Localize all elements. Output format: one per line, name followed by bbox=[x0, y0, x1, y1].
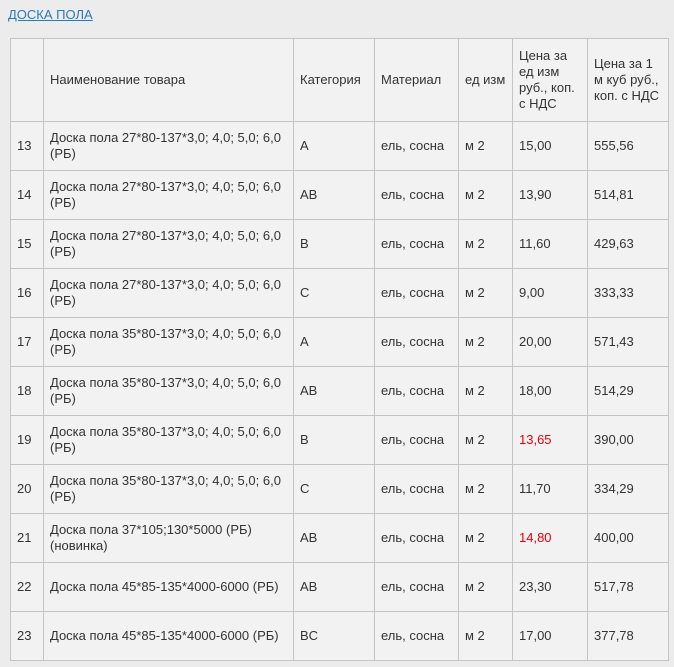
cell-category: A bbox=[294, 122, 375, 171]
cell-material: ель, сосна bbox=[375, 612, 459, 661]
cell-unit: м 2 bbox=[459, 122, 513, 171]
header-number bbox=[11, 39, 44, 122]
cell-product-name: Доска пола 27*80-137*3,0; 4,0; 5,0; 6,0 (РБ) bbox=[44, 220, 294, 269]
cell-price-m3: 390,00 bbox=[588, 416, 669, 465]
table-row bbox=[11, 269, 669, 318]
cell-material: ель, сосна bbox=[375, 367, 459, 416]
price-table-body bbox=[11, 122, 669, 661]
cell-price-m3: 333,33 bbox=[588, 269, 669, 318]
cell-price-unit: 23,30 bbox=[513, 563, 588, 612]
table-row bbox=[11, 122, 669, 171]
cell-price-unit: 13,65 bbox=[513, 416, 588, 465]
cell-price-unit: 15,00 bbox=[513, 122, 588, 171]
cell-price-unit: 17,00 bbox=[513, 612, 588, 661]
cell-price-unit: 11,70 bbox=[513, 465, 588, 514]
header-unit: ед изм bbox=[459, 39, 513, 122]
cell-material: ель, сосна bbox=[375, 122, 459, 171]
cell-price-m3: 555,56 bbox=[588, 122, 669, 171]
cell-number: 13 bbox=[11, 122, 44, 171]
cell-material: ель, сосна bbox=[375, 563, 459, 612]
cell-category: B bbox=[294, 416, 375, 465]
cell-price-unit: 14,80 bbox=[513, 514, 588, 563]
cell-category: AB bbox=[294, 563, 375, 612]
table-row bbox=[11, 318, 669, 367]
header-price-unit: Цена за ед изм руб., коп. с НДС bbox=[513, 39, 588, 122]
cell-material: ель, сосна bbox=[375, 220, 459, 269]
price-table-header bbox=[11, 39, 669, 122]
cell-unit: м 2 bbox=[459, 269, 513, 318]
price-table bbox=[10, 38, 669, 661]
cell-category: BC bbox=[294, 612, 375, 661]
cell-material: ель, сосна bbox=[375, 416, 459, 465]
cell-number: 21 bbox=[11, 514, 44, 563]
cell-product-name: Доска пола 35*80-137*3,0; 4,0; 5,0; 6,0 (РБ) bbox=[44, 416, 294, 465]
table-row bbox=[11, 367, 669, 416]
cell-category: AB bbox=[294, 171, 375, 220]
cell-unit: м 2 bbox=[459, 171, 513, 220]
table-row bbox=[11, 220, 669, 269]
header-category: Категория bbox=[294, 39, 375, 122]
cell-unit: м 2 bbox=[459, 612, 513, 661]
header-row bbox=[11, 39, 669, 122]
cell-product-name: Доска пола 45*85-135*4000-6000 (РБ) bbox=[44, 563, 294, 612]
cell-price-m3: 517,78 bbox=[588, 563, 669, 612]
cell-price-m3: 571,43 bbox=[588, 318, 669, 367]
header-name: Наименование товара bbox=[44, 39, 294, 122]
cell-number: 17 bbox=[11, 318, 44, 367]
cell-number: 14 bbox=[11, 171, 44, 220]
cell-material: ель, сосна bbox=[375, 514, 459, 563]
cell-product-name: Доска пола 45*85-135*4000-6000 (РБ) bbox=[44, 612, 294, 661]
cell-price-unit: 18,00 bbox=[513, 367, 588, 416]
cell-unit: м 2 bbox=[459, 416, 513, 465]
cell-price-m3: 334,29 bbox=[588, 465, 669, 514]
cell-price-m3: 377,78 bbox=[588, 612, 669, 661]
cell-price-m3: 514,81 bbox=[588, 171, 669, 220]
cell-price-unit: 13,90 bbox=[513, 171, 588, 220]
cell-product-name: Доска пола 27*80-137*3,0; 4,0; 5,0; 6,0 (РБ) bbox=[44, 171, 294, 220]
cell-product-name: Доска пола 27*80-137*3,0; 4,0; 5,0; 6,0 (РБ) bbox=[44, 122, 294, 171]
cell-number: 23 bbox=[11, 612, 44, 661]
cell-price-unit: 9,00 bbox=[513, 269, 588, 318]
table-row bbox=[11, 416, 669, 465]
cell-number: 18 bbox=[11, 367, 44, 416]
cell-category: C bbox=[294, 465, 375, 514]
cell-number: 22 bbox=[11, 563, 44, 612]
cell-category: B bbox=[294, 220, 375, 269]
cell-unit: м 2 bbox=[459, 563, 513, 612]
cell-price-m3: 514,29 bbox=[588, 367, 669, 416]
header-material: Материал bbox=[375, 39, 459, 122]
table-row bbox=[11, 612, 669, 661]
cell-category: A bbox=[294, 318, 375, 367]
cell-price-m3: 429,63 bbox=[588, 220, 669, 269]
cell-category: AB bbox=[294, 367, 375, 416]
cell-number: 19 bbox=[11, 416, 44, 465]
cell-price-m3: 400,00 bbox=[588, 514, 669, 563]
cell-unit: м 2 bbox=[459, 318, 513, 367]
cell-unit: м 2 bbox=[459, 465, 513, 514]
cell-material: ель, сосна bbox=[375, 269, 459, 318]
cell-unit: м 2 bbox=[459, 514, 513, 563]
cell-number: 20 bbox=[11, 465, 44, 514]
cell-price-unit: 11,60 bbox=[513, 220, 588, 269]
cell-material: ель, сосна bbox=[375, 465, 459, 514]
cell-unit: м 2 bbox=[459, 367, 513, 416]
table-row bbox=[11, 563, 669, 612]
cell-product-name: Доска пола 35*80-137*3,0; 4,0; 5,0; 6,0 (РБ) bbox=[44, 367, 294, 416]
cell-category: AB bbox=[294, 514, 375, 563]
cell-unit: м 2 bbox=[459, 220, 513, 269]
cell-price-unit: 20,00 bbox=[513, 318, 588, 367]
table-row bbox=[11, 465, 669, 514]
cell-number: 15 bbox=[11, 220, 44, 269]
cell-product-name: Доска пола 35*80-137*3,0; 4,0; 5,0; 6,0 (РБ) bbox=[44, 318, 294, 367]
cell-category: C bbox=[294, 269, 375, 318]
cell-product-name: Доска пола 27*80-137*3,0; 4,0; 5,0; 6,0 (РБ) bbox=[44, 269, 294, 318]
header-price-m3: Цена за 1 м куб руб., коп. с НДС bbox=[588, 39, 669, 122]
cell-material: ель, сосна bbox=[375, 171, 459, 220]
cell-material: ель, сосна bbox=[375, 318, 459, 367]
section-title-link[interactable]: ДОСКА ПОЛА bbox=[8, 7, 93, 22]
cell-number: 16 bbox=[11, 269, 44, 318]
table-row bbox=[11, 171, 669, 220]
cell-product-name: Доска пола 37*105;130*5000 (РБ) (новинка) bbox=[44, 514, 294, 563]
table-row bbox=[11, 514, 669, 563]
cell-product-name: Доска пола 35*80-137*3,0; 4,0; 5,0; 6,0 (РБ) bbox=[44, 465, 294, 514]
